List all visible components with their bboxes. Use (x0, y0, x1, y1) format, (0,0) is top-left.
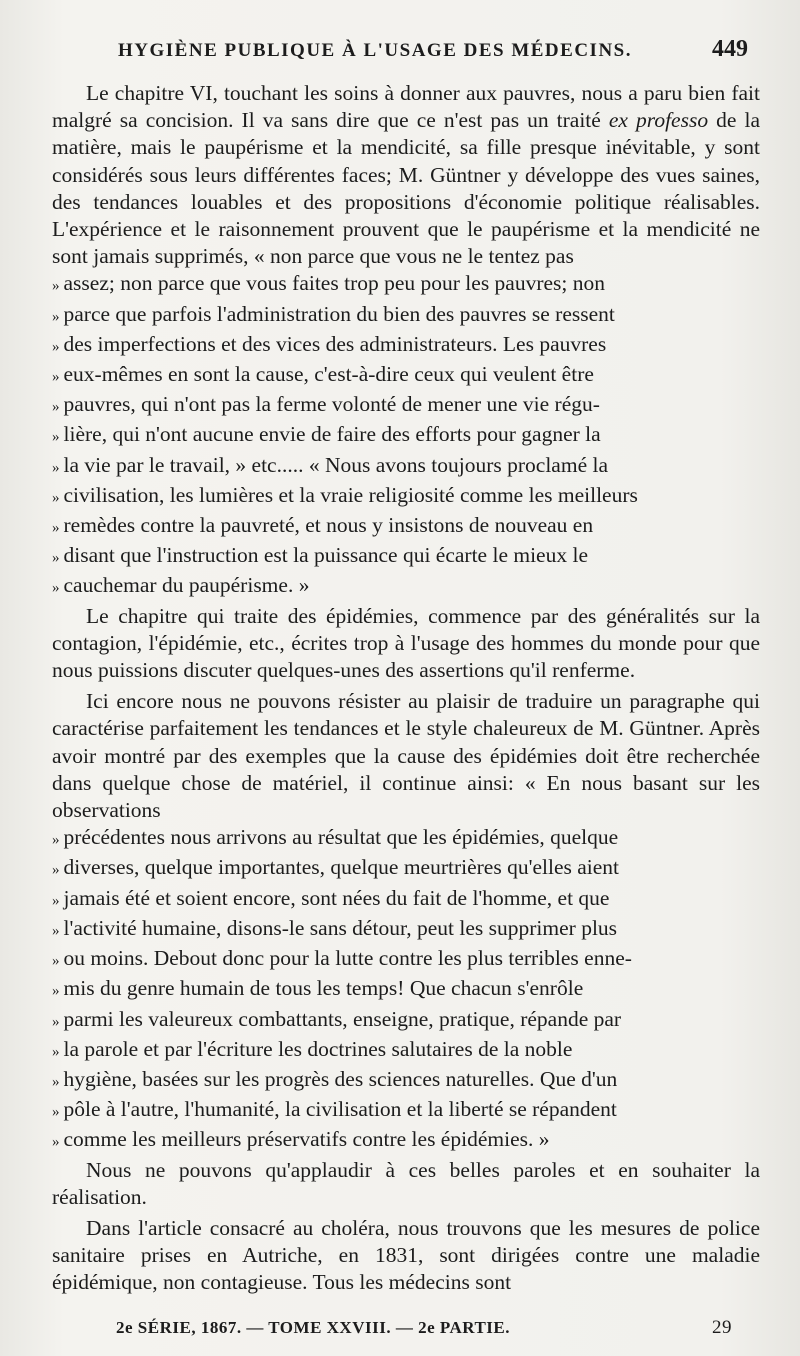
paragraph-3-intro: Ici encore nous ne pouvons résister au plaisir de traduire un paragraphe qui caractérise parfaitement les tendances et le style chaleureux de M. Güntner. Après avoir montré par des exemples que la cause des épidémies doit être recherchée dans quelque chose de matériel, il continue ainsi: « En nous basant sur les observations (52, 689, 760, 823)
series-note: 2e SÉRIE, 1867. — TOME XXVIII. — 2e PARTIE. (116, 1317, 510, 1337)
running-head (52, 36, 760, 80)
body-text (52, 80, 760, 1297)
quote-block-2 (52, 824, 760, 1156)
quote-line: » la vie par le travail, » etc..... « Nous avons toujours proclamé la (52, 452, 609, 477)
paragraph-1 (52, 80, 760, 270)
quote-block-1 (52, 270, 760, 602)
quote-line: » l'activité humaine, disons-le sans détour, peut les supprimer plus (52, 915, 618, 940)
quote-line: » civilisation, les lumières et la vraie religiosité comme les meilleurs (52, 482, 638, 507)
quote-line: » remèdes contre la pauvreté, et nous y insistons de nouveau en (52, 513, 594, 538)
quote-line: » cauchemar du paupérisme. » (52, 573, 310, 598)
quote-line: » diverses, quelque importantes, quelque meurtrières qu'elles aient (52, 855, 620, 880)
paragraph-5: Dans l'article consacré au choléra, nous trouvons que les mesures de police sanitaire prises en Autriche, en 1831, sont dirigées contre une maladie épidémique, non contagieuse. Tous les médecins sont (52, 1215, 760, 1295)
page-footer (52, 1317, 760, 1339)
quote-line: » lière, qui n'ont aucune envie de faire des efforts pour gagner la (52, 422, 601, 447)
running-title: HYGIÈNE PUBLIQUE À L'USAGE DES MÉDECINS. (118, 40, 632, 61)
quote-line: » ou moins. Debout donc pour la lutte contre les plus terribles enne- (52, 946, 632, 971)
quote-line: » pôle à l'autre, l'humanité, la civilisation et la liberté se répandent (52, 1097, 617, 1122)
paragraph-1-text-b: de la matière, mais le paupérisme et la mendicité, sa fille presque inévitable, y sont considérés sous leurs différentes faces; M. Güntner y développe des vues saines, des tendances louables et des propositions d'économie politique réalisables. L'expérience et le raisonnement prouvent que le paupérisme et la mendicité ne sont jamais supprimés, « non parce que vous ne le tentez pas (52, 108, 761, 269)
quote-line: » parce que parfois l'administration du bien des pauvres se ressent (52, 301, 615, 326)
paragraph-4: Nous ne pouvons qu'applaudir à ces belles paroles et en souhaiter la réalisation. (52, 1157, 760, 1209)
quote-line: » précédentes nous arrivons au résultat que les épidémies, quelque (52, 825, 619, 850)
quote-line: » parmi les valeureux combattants, enseigne, pratique, répande par (52, 1006, 622, 1031)
paragraph-1-italic: ex professo (608, 108, 709, 133)
quote-line: » jamais été et soient encore, sont nées du fait de l'homme, et que (52, 885, 610, 910)
quote-line: » disant que l'instruction est la puissance qui écarte le mieux le (52, 543, 588, 568)
quote-line: » comme les meilleurs préservatifs contre les épidémies. » (52, 1127, 550, 1152)
paragraph-2: Le chapitre qui traite des épidémies, commence par des généralités sur la contagion, l'épidémie, etc., écrites trop à l'usage des hommes du monde pour que nous puissions discuter quelques-unes des assertions qu'il renferme. (52, 603, 760, 683)
quote-line: » hygiène, basées sur les progrès des sciences naturelles. Que d'un (52, 1066, 618, 1091)
quote-line: » la parole et par l'écriture les doctrines salutaires de la noble (52, 1036, 573, 1061)
quote-line: » mis du genre humain de tous les temps! Que chacun s'enrôle (52, 976, 584, 1001)
page-number: 449 (712, 36, 748, 62)
quote-line: » des imperfections et des vices des administrateurs. Les pauvres (52, 331, 607, 356)
quote-line: » assez; non parce que vous faites trop peu pour les pauvres; non (52, 271, 606, 296)
quote-line: » pauvres, qui n'ont pas la ferme volonté de mener une vie régu- (52, 392, 600, 417)
quote-line: » eux-mêmes en sont la cause, c'est-à-dire ceux qui veulent être (52, 362, 594, 387)
signature-mark: 29 (712, 1316, 732, 1338)
paragraph-1-text-a: Le chapitre VI, touchant les soins à donner aux pauvres, nous a paru bien fait malgré sa concision. Il va sans dire que ce n'est pas un traité (52, 81, 760, 133)
